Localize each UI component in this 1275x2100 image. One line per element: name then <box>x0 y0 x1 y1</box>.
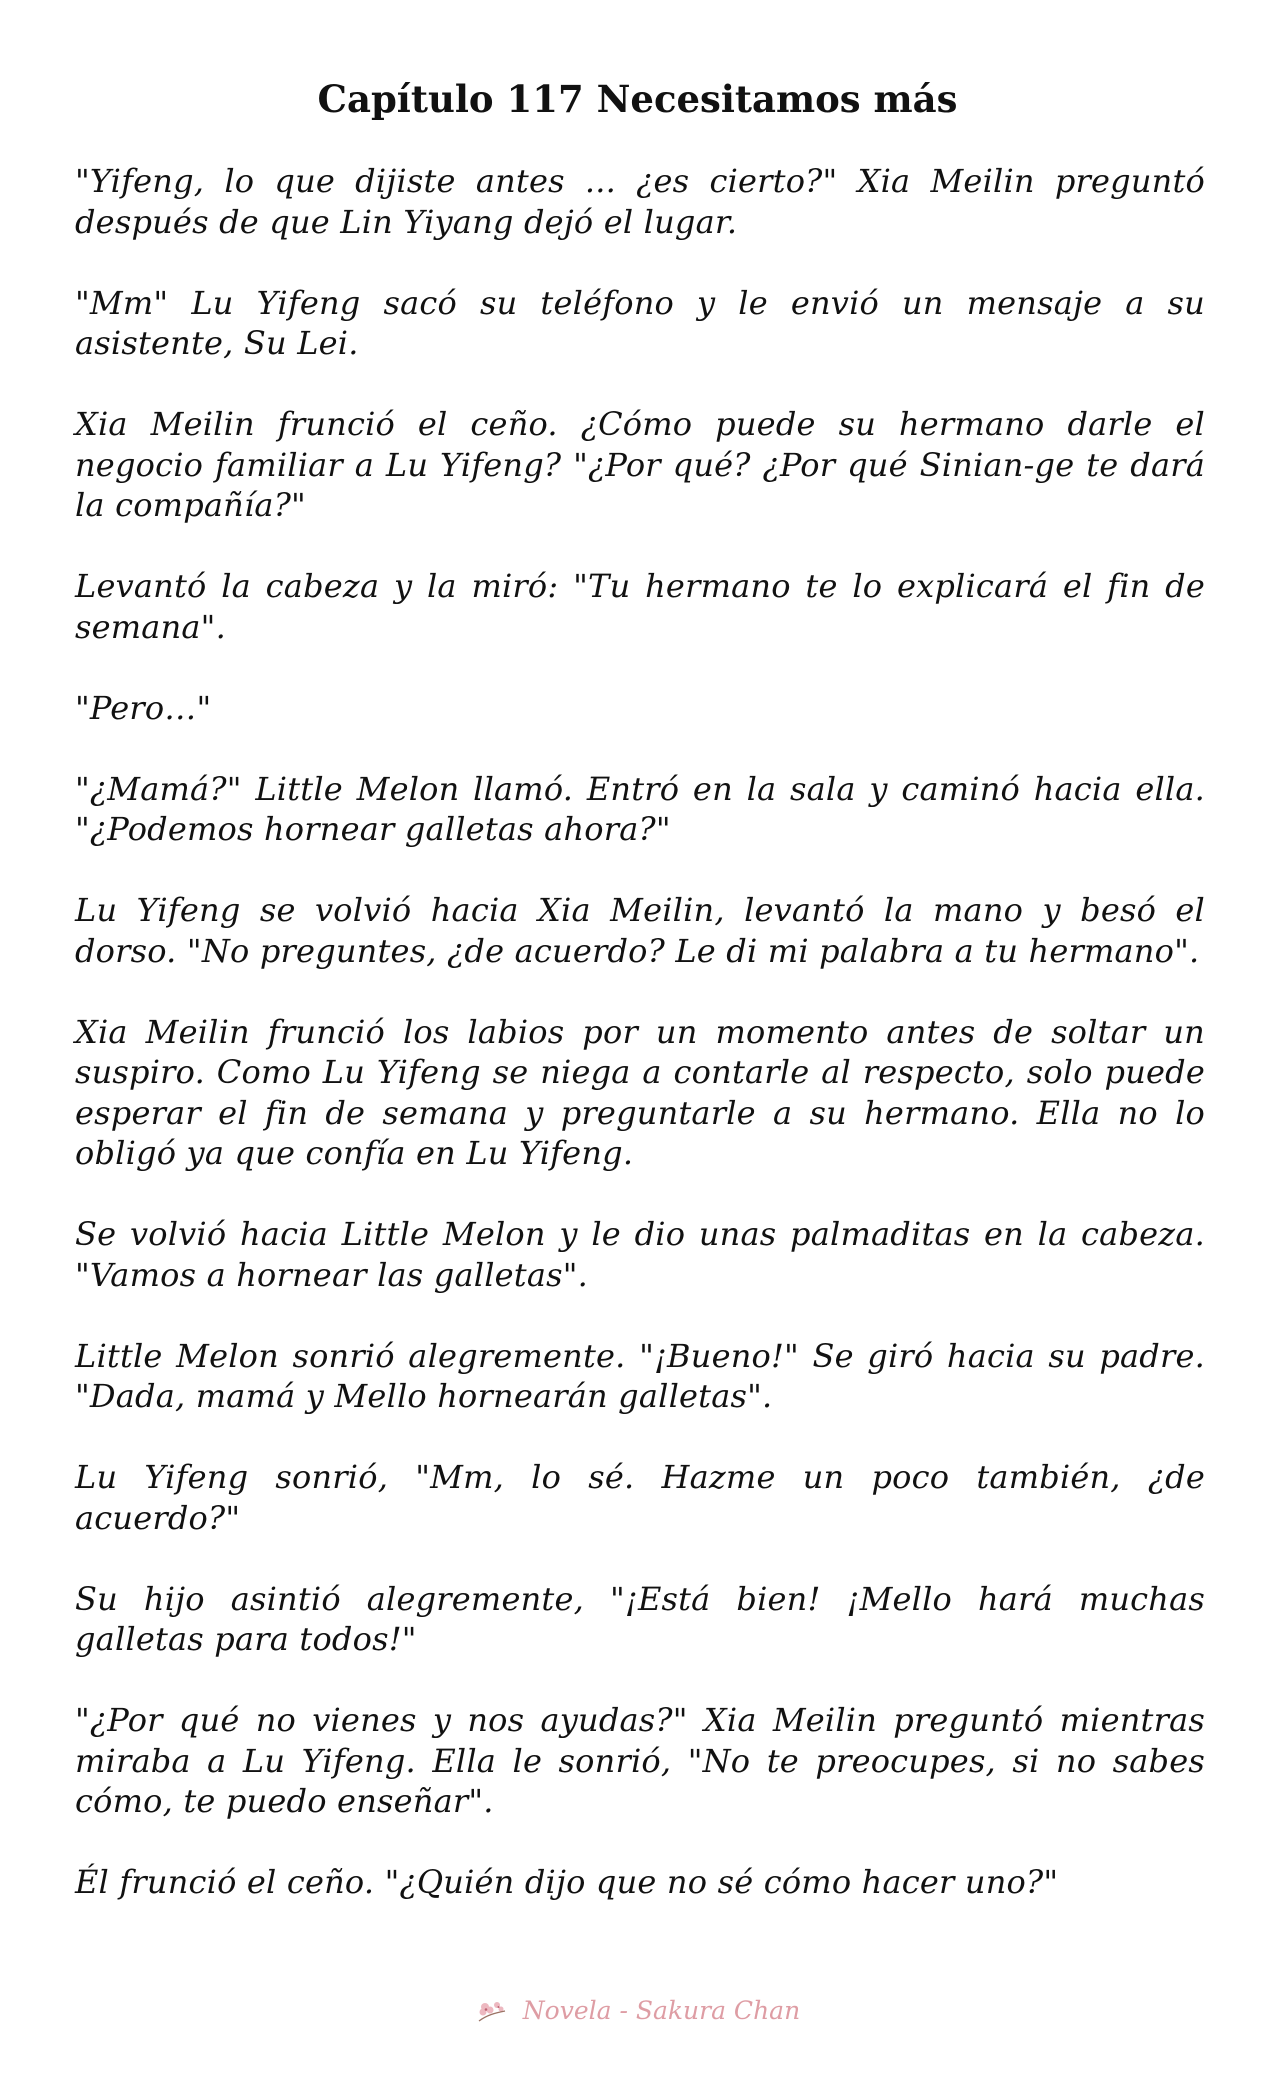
paragraph: Levantó la cabeza y la miró: "Tu hermano te lo explicará el fin de semana". <box>75 567 1205 646</box>
paragraph: Lu Yifeng se volvió hacia Xia Meilin, levantó la mano y besó el dorso. "No preguntes, ¿de acuerdo? Le di mi palabra a tu hermano". <box>75 891 1205 970</box>
chapter-title: Capítulo 117 Necesitamos más <box>317 77 958 121</box>
paragraph: Xia Meilin frunció los labios por un momento antes de soltar un suspiro. Como Lu Yifeng se niega a contarle al respecto, solo puede esperar el fin de semana y preguntarle a su hermano. Ella no lo obligó ya que confía en Lu Yifeng. <box>75 1012 1205 1172</box>
paragraph: "¿Mamá?" Little Melon llamó. Entró en la sala y caminó hacia ella. "¿Podemos hornear galletas ahora?" <box>75 769 1205 848</box>
sakura-flower-icon <box>475 1999 509 2027</box>
paragraph: Little Melon sonrió alegremente. "¡Bueno!" Se giró hacia su padre. "Dada, mamá y Mello hornearán galletas". <box>75 1336 1205 1415</box>
paragraph: "Pero…" <box>75 688 212 727</box>
paragraph: Lu Yifeng sonrió, "Mm, lo sé. Hazme un poco también, ¿de acuerdo?" <box>75 1458 1205 1537</box>
paragraph: Se volvió hacia Little Melon y le dio unas palmaditas en la cabeza. "Vamos a hornear las galletas". <box>75 1215 1205 1294</box>
paragraph: "Yifeng, lo que dijiste antes ... ¿es cierto?" Xia Meilin preguntó después de que Lin Yiyang dejó el lugar. <box>75 162 1205 241</box>
paragraph: Su hijo asintió alegremente, "¡Está bien! ¡Mello hará muchas galletas para todos!" <box>75 1579 1205 1658</box>
paragraph: "Mm" Lu Yifeng sacó su teléfono y le envió un mensaje a su asistente, Su Lei. <box>75 283 1205 362</box>
chapter-body <box>75 161 1205 1943</box>
paragraph: Él frunció el ceño. "¿Quién dijo que no sé cómo hacer uno?" <box>75 1863 1059 1901</box>
paragraph: Xia Meilin frunció el ceño. ¿Cómo puede su hermano darle el negocio familiar a Lu Yifeng? "¿Por qué? ¿Por qué Sinian-ge te dará la compañía?" <box>75 405 1205 524</box>
watermark-text: Novela - Sakura Chan <box>522 1996 801 2025</box>
paragraph: "¿Por qué no vienes y nos ayudas?" Xia Meilin preguntó mientras miraba a Lu Yifeng. Ella le sonrió, "No te preocupes, si no sabes cómo, te puedo enseñar". <box>75 1701 1205 1820</box>
watermark <box>0 1996 1275 2027</box>
